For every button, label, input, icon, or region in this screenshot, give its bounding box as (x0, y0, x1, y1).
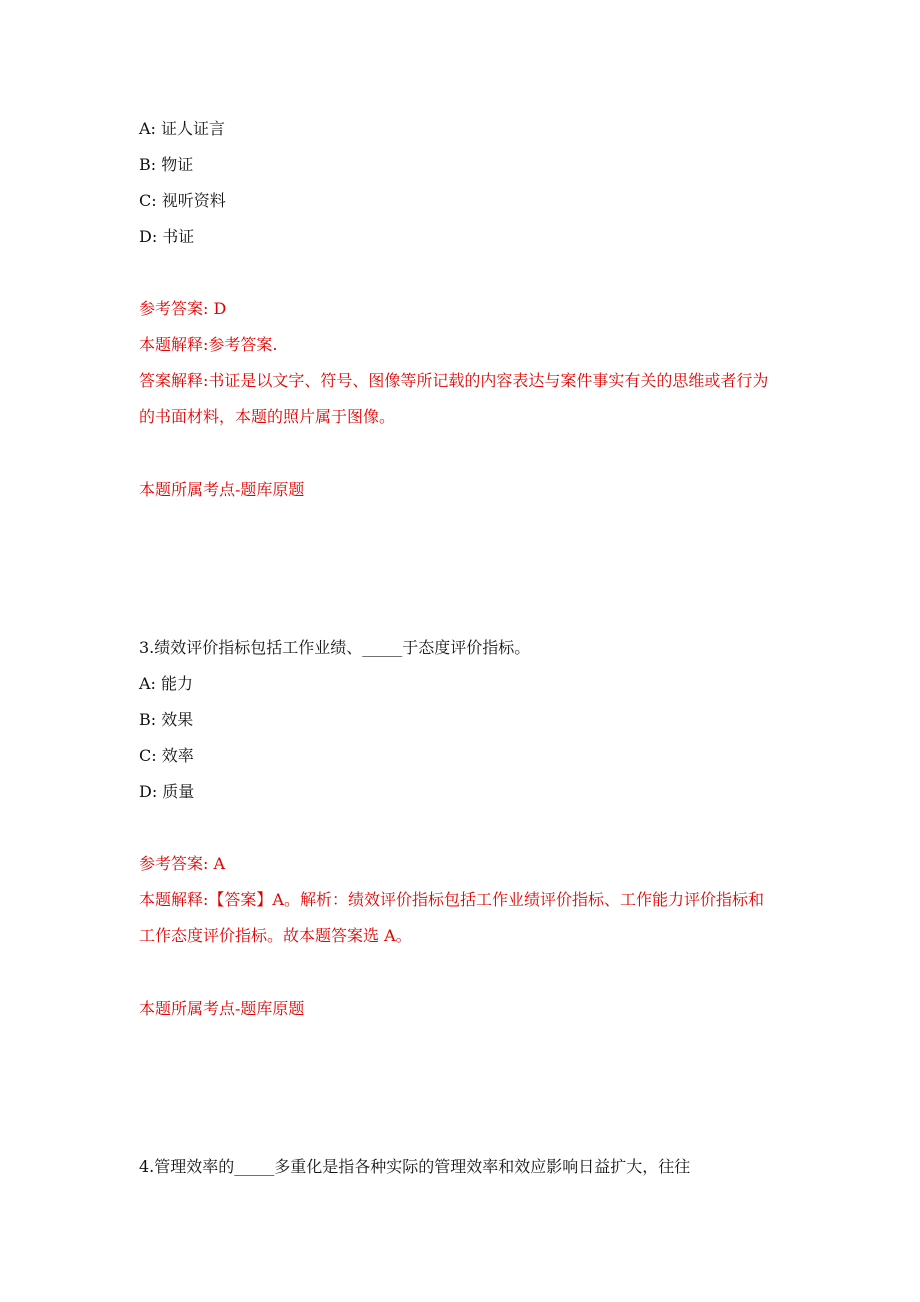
q3-option-d: D: 质量 (139, 782, 195, 801)
q3-explanation: 本题解释:【答案】A。解析：绩效评价指标包括工作业绩评价指标、工作能力评价指标和工作态度评价指标。故本题答案选 A。 (139, 890, 764, 945)
q2-reference-answer: 参考答案: D (139, 299, 227, 318)
q2-option-d: D: 书证 (139, 227, 195, 246)
q2-explanation-line: 本题解释:参考答案. (139, 335, 278, 354)
q2-answer-explanation: 答案解释:书证是以文字、符号、图像等所记载的内容表达与案件事实有关的思维或者行为的书面材料，本题的照片属于图像。 (139, 371, 769, 426)
q2-topic: 本题所属考点-题库原题 (139, 480, 305, 499)
q3-option-b: B: 效果 (139, 710, 194, 729)
q3-option-a: A: 能力 (139, 674, 194, 693)
q4-question: 4.管理效率的_____多重化是指各种实际的管理效率和效应影响日益扩大，往往 (139, 1157, 691, 1176)
q2-option-a: A: 证人证言 (139, 119, 226, 138)
q3-reference-answer: 参考答案: A (139, 854, 226, 873)
q3-question: 3.绩效评价指标包括工作业绩、_____于态度评价指标。 (139, 638, 531, 657)
q2-option-b: B: 物证 (139, 155, 194, 174)
q3-option-c: C: 效率 (139, 746, 194, 765)
q2-option-c: C: 视听资料 (139, 191, 226, 210)
q3-topic: 本题所属考点-题库原题 (139, 999, 305, 1018)
